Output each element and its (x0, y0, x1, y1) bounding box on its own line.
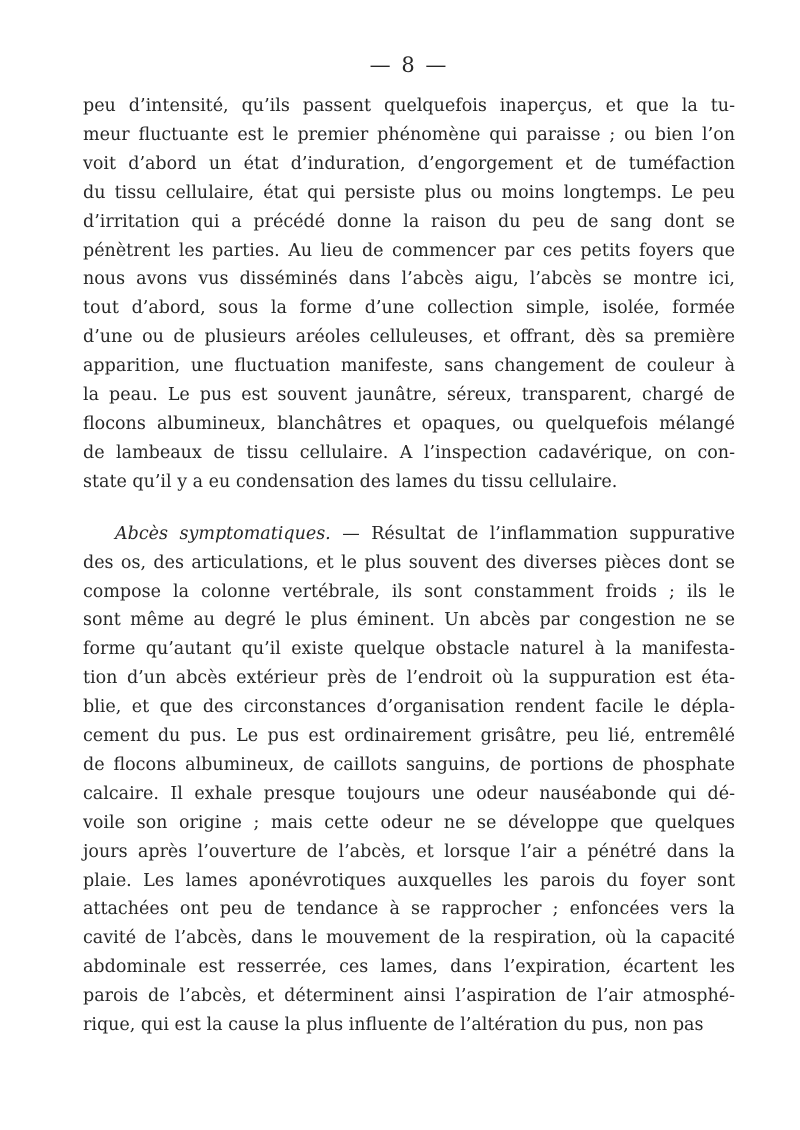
paragraph-line: forme qu’autant qu’il existe quelque obstacle naturel à la manifesta- (83, 639, 735, 660)
document-page (83, 52, 735, 1040)
paragraph-line: compose la colonne vertébrale, ils sont constamment froids ; ils le (83, 581, 735, 602)
paragraph-line: de flocons albumineux, de caillots sanguins, de portions de phosphate (83, 754, 735, 775)
paragraph-abces-symptomatiques (83, 520, 735, 1040)
paragraph-line: flocons albumineux, blanchâtres et opaques, ou quelquefois mélangé (83, 413, 735, 434)
paragraph-inflammation-text (83, 92, 735, 497)
paragraph-line: apparition, une fluctuation manifeste, sans changement de couleur à (83, 356, 735, 377)
paragraph-line: voile son origine ; mais cette odeur ne se développe que quelques (83, 812, 735, 833)
paragraph-gap (83, 497, 735, 520)
paragraph-line: nous avons vus disséminés dans l’abcès aigu, l’abcès se montre ici, (83, 269, 735, 290)
paragraph-line (83, 520, 735, 549)
page-number: — 8 — (369, 53, 449, 77)
paragraph-line: state qu’il y a eu condensation des lames du tissu cellulaire. (83, 471, 618, 492)
paragraph-line: calcaire. Il exhale presque toujours une odeur nauséabonde qui dé- (83, 783, 735, 804)
paragraph-line: d’une ou de plusieurs aréoles celluleuses, et offrant, dès sa première (83, 327, 735, 348)
paragraph-line: attachées ont peu de tendance à se rapprocher ; enfoncées vers la (83, 899, 735, 920)
paragraph-line: abdominale est resserrée, ces lames, dans l’expiration, écartent les (83, 957, 735, 978)
paragraph-line: cavité de l’abcès, dans le mouvement de la respiration, où la capacité (83, 928, 735, 949)
paragraph-line: meur fluctuante est le premier phénomène qui paraisse ; ou bien l’on (83, 124, 735, 145)
paragraph-line: de lambeaux de tissu cellulaire. A l’inspection cadavérique, on con- (83, 442, 735, 463)
paragraph-line: jours après l’ouverture de l’abcès, et lorsque l’air a pénétré dans la (83, 841, 735, 862)
paragraph-line: peu d’intensité, qu’ils passent quelquefois inaperçus, et que la tu- (83, 96, 735, 116)
paragraph-line: rique, qui est la cause la plus influente de l’altération du pus, non pas (83, 1015, 704, 1036)
paragraph-line: plaie. Les lames aponévrotiques auxquelles les parois du foyer sont (83, 870, 735, 891)
paragraph-line: des os, des articulations, et le plus souvent des diverses pièces dont se (83, 552, 735, 573)
paragraph-line: voit d’abord un état d’induration, d’engorgement et de tuméfaction (83, 153, 735, 174)
paragraph-line: parois de l’abcès, et déterminent ainsi l’aspiration de l’air atmosphé- (83, 986, 735, 1007)
heading-continuation: — Résultat de l’inflammation suppurative (330, 523, 735, 544)
paragraph-line: d’irritation qui a précédé donne la raison du peu de sang dont se (83, 211, 735, 232)
paragraph-line: du tissu cellulaire, état qui persiste plus ou moins longtemps. Le peu (83, 182, 735, 203)
paragraph-line: tion d’un abcès extérieur près de l’endroit où la suppuration est éta- (83, 668, 735, 689)
paragraph-line: blie, et que des circonstances d’organisation rendent facile le dépla- (83, 697, 735, 718)
paragraph-line: cement du pus. Le pus est ordinairement grisâtre, peu lié, entremêlé (83, 726, 735, 747)
paragraph-line: la peau. Le pus est souvent jaunâtre, séreux, transparent, chargé de (83, 385, 735, 406)
paragraph-line: sont même au degré le plus éminent. Un abcès par congestion ne se (83, 610, 735, 631)
paragraph-line: pénètrent les parties. Au lieu de commencer par ces petits foyers que (83, 240, 735, 261)
paragraph-line: tout d’abord, sous la forme d’une collection simple, isolée, formée (83, 298, 735, 319)
section-heading: Abcès symptomatiques. (115, 523, 331, 544)
